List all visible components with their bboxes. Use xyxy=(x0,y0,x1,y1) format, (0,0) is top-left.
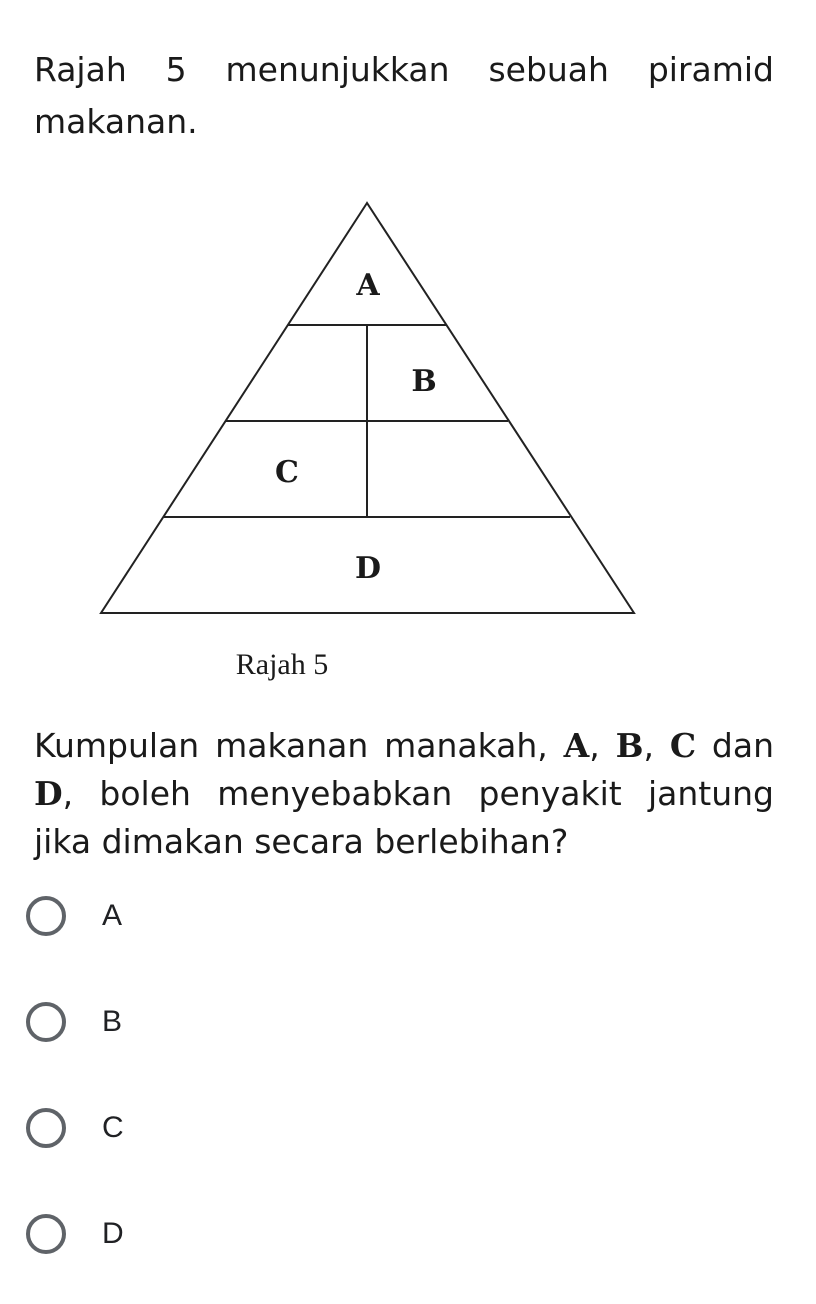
question-option-a: A xyxy=(563,726,590,765)
option-c-label: C xyxy=(102,1111,124,1144)
question-option-c: C xyxy=(669,726,697,765)
radio-button-b[interactable] xyxy=(26,1002,66,1042)
pyramid-label-d: D xyxy=(354,551,382,586)
question-option-b: B xyxy=(615,726,644,765)
question-option-d: D xyxy=(34,774,63,813)
option-b[interactable] xyxy=(26,986,426,1058)
option-b-label: B xyxy=(102,1005,123,1038)
radio-button-c[interactable] xyxy=(26,1108,66,1148)
pyramid-label-c: C xyxy=(275,455,299,490)
answer-options xyxy=(26,880,426,1304)
option-a[interactable] xyxy=(26,880,426,952)
radio-button-d[interactable] xyxy=(26,1214,66,1254)
option-d[interactable] xyxy=(26,1198,426,1270)
intro-text: Rajah 5 menunjukkan sebuah piramid makanan. xyxy=(34,50,774,141)
option-d-label: D xyxy=(102,1217,124,1250)
option-c[interactable] xyxy=(26,1092,426,1164)
pyramid-label-a: A xyxy=(356,268,380,303)
question-text: Kumpulan makanan manakah, A, B, C dan D, boleh menyebabkan penyakit jantung jika dimakan secara berlebihan? xyxy=(34,726,775,861)
figure-caption: Rajah 5 xyxy=(235,648,329,681)
pyramid-label-b: B xyxy=(411,364,437,399)
option-a-label: A xyxy=(102,899,123,932)
radio-button-a[interactable] xyxy=(26,896,66,936)
